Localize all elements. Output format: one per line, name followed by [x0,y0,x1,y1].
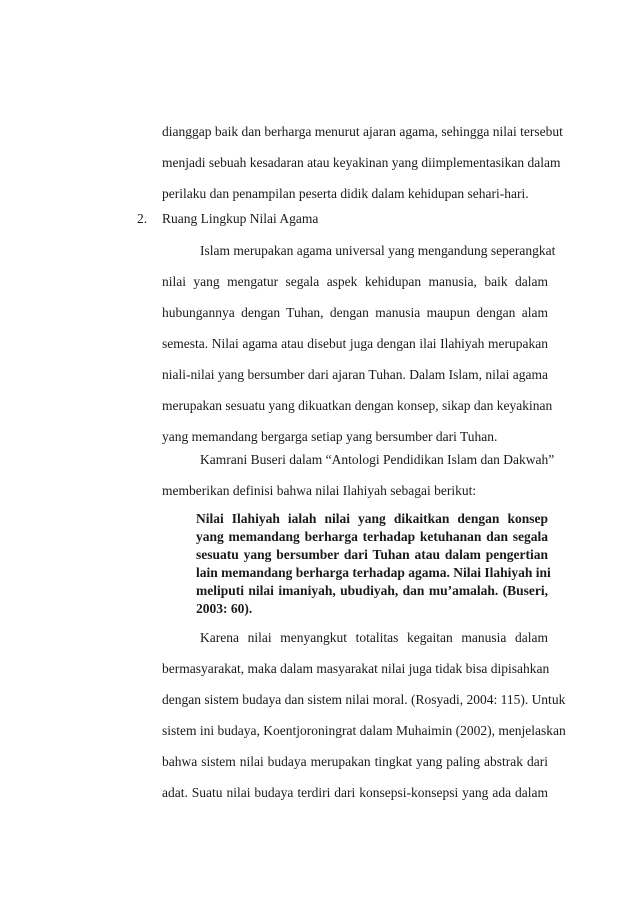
text-line: hubungannya dengan Tuhan, dengan manusia maupun dengan alam [162,305,548,320]
quote-line: yang memandang berharga terhadap ketuhanan dan segala [196,529,548,544]
text-line: sistem ini budaya, Koentjoroningrat dalam Muhaimin (2002), menjelaskan [162,723,566,738]
text-line: niali-nilai yang bersumber dari ajaran Tuhan. Dalam Islam, nilai agama [162,367,548,382]
text-line: nilai yang mengatur segala aspek kehidupan manusia, baik dalam [162,274,548,289]
text-line: dengan sistem budaya dan sistem nilai moral. (Rosyadi, 2004: 115). Untuk [162,692,566,707]
text-line: bermasyarakat, maka dalam masyarakat nilai juga tidak bisa dipisahkan [162,661,550,676]
text-line: yang memandang bergarga setiap yang bersumber dari Tuhan. [162,429,498,444]
text-line: Kamrani Buseri dalam “Antologi Pendidikan Islam dan Dakwah” [200,452,555,467]
text-line: dianggap baik dan berharga menurut ajaran agama, sehingga nilai tersebut [162,124,563,139]
text-line: perilaku dan penampilan peserta didik dalam kehidupan sehari-hari. [162,186,529,201]
text-line: semesta. Nilai agama atau disebut juga dengan ilai Ilahiyah merupakan [162,336,548,351]
section-number: 2. [137,211,148,226]
section-title: Ruang Lingkup Nilai Agama [162,211,319,226]
text-line: memberikan definisi bahwa nilai Ilahiyah sebagai berikut: [162,483,477,498]
quote-line: sesuatu yang bersumber dari Tuhan atau dalam pengertian [196,547,548,562]
text-line: merupakan sesuatu yang dikuatkan dengan konsep, sikap dan keyakinan [162,398,553,413]
quote-line: Nilai Ilahiyah ialah nilai yang dikaitkan dengan konsep [196,511,548,526]
text-line: adat. Suatu nilai budaya terdiri dari konsepsi-konsepsi yang ada dalam [162,785,548,800]
text-line: Islam merupakan agama universal yang mengandung seperangkat [200,243,556,258]
text-line: menjadi sebuah kesadaran atau keyakinan yang diimplementasikan dalam [162,155,561,170]
text-line: Karena nilai menyangkut totalitas kegaitan manusia dalam [200,630,548,645]
quote-line: lain memandang berharga terhadap agama. Nilai Ilahiyah ini [196,565,551,580]
text-line: bahwa sistem nilai budaya merupakan tingkat yang paling abstrak dari [162,754,548,769]
quote-line: 2003: 60). [196,601,253,616]
quote-line: meliputi nilai imaniyah, ubudiyah, dan mu’amalah. (Buseri, [196,583,548,598]
